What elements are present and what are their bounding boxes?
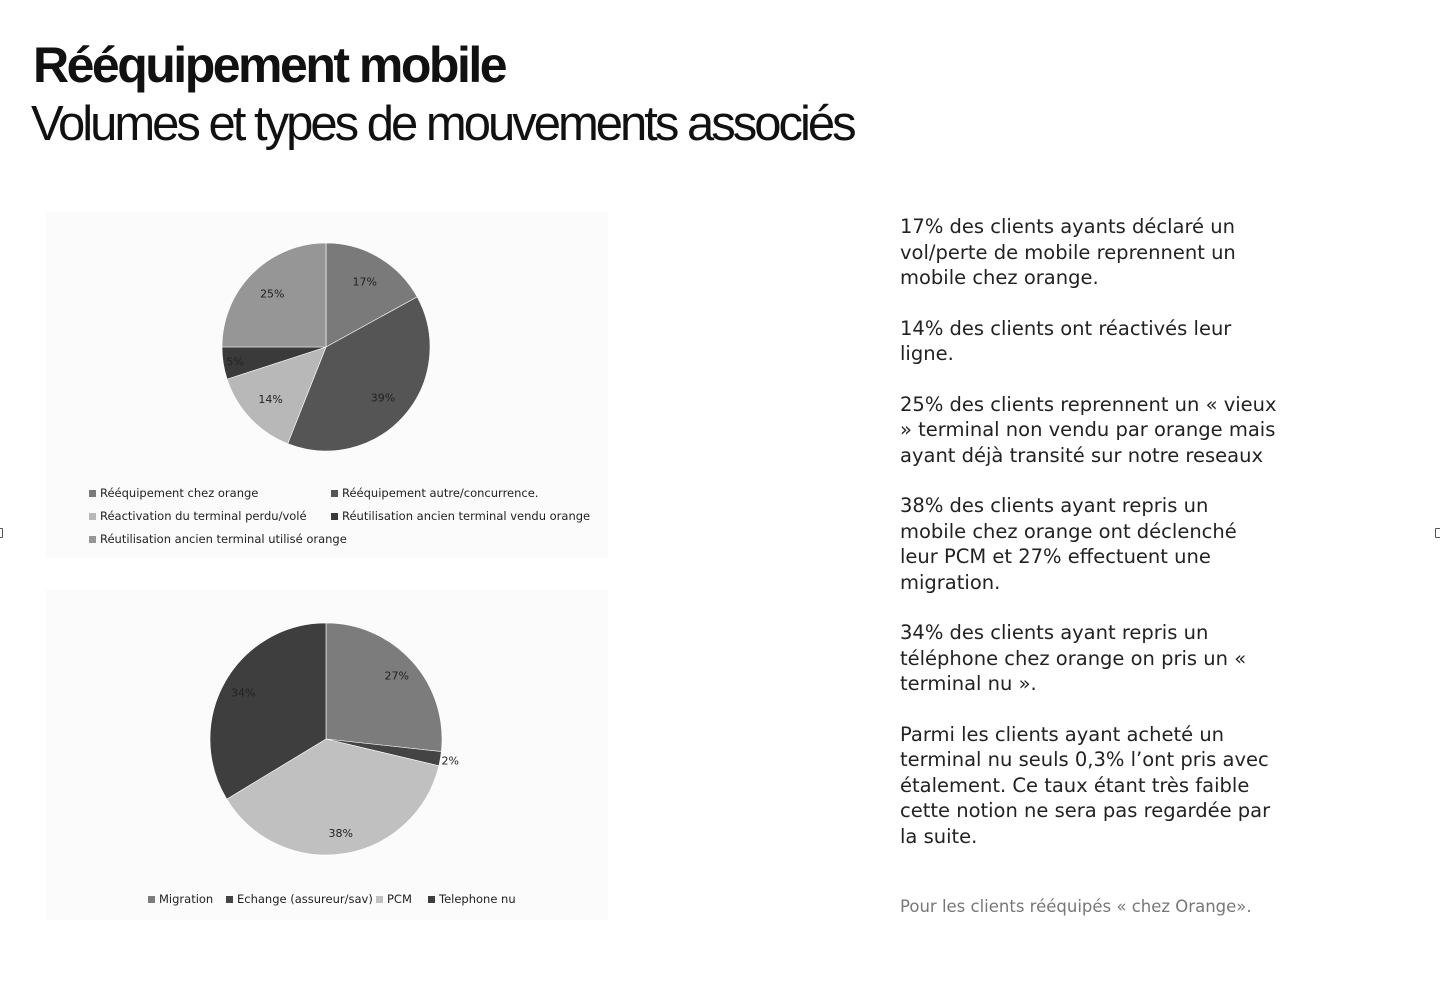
pie-data-label-2-2: 38% xyxy=(328,826,353,840)
legend-label-1-4: Réutilisation ancien terminal utilisé orange xyxy=(100,532,347,546)
commentary-text xyxy=(900,214,1280,874)
pie-chart-mouvements xyxy=(46,590,608,920)
pie-slice-2-0 xyxy=(326,623,442,752)
scope-note: Pour les clients rééquipés « chez Orange». xyxy=(900,897,1252,916)
pie-data-label-1-3: 5% xyxy=(226,355,244,369)
edge-handle-left xyxy=(0,528,3,538)
legend-label-1-0: Rééquipement chez orange xyxy=(100,486,259,500)
pie-chart-reequipement-svg xyxy=(46,212,608,558)
commentary-paragraph: 25% des clients reprennent un « vieux » terminal non vendu par orange mais ayant déjà transité sur notre reseaux xyxy=(900,392,1277,467)
page-subtitle: Volumes et types de mouvements associés xyxy=(31,97,854,151)
page-title: Rééquipement mobile xyxy=(33,37,506,93)
legend-label-2-2: PCM xyxy=(387,892,412,906)
pie-chart-reequipement xyxy=(46,212,608,558)
legend-label-2-3: Telephone nu xyxy=(439,892,516,906)
legend-swatch-2-1 xyxy=(226,896,233,903)
legend-label-2-1: Echange (assureur/sav) xyxy=(237,892,373,906)
pie-data-label-2-1: 2% xyxy=(441,754,459,768)
pie-data-label-1-0: 17% xyxy=(352,275,377,289)
commentary-paragraph: 38% des clients ayant repris un mobile chez orange ont déclenché leur PCM et 27% effectuent une migration. xyxy=(900,494,1237,594)
legend-swatch-1-2 xyxy=(89,513,96,520)
pie-data-label-1-1: 39% xyxy=(370,391,396,405)
commentary-paragraph: 34% des clients ayant repris un téléphone chez orange on pris un « terminal nu ». xyxy=(900,621,1247,695)
legend-swatch-2-3 xyxy=(428,896,435,903)
legend-swatch-1-0 xyxy=(89,490,96,497)
legend-swatch-1-4 xyxy=(89,536,96,543)
pie-chart-mouvements-svg xyxy=(46,590,608,920)
commentary-paragraph: 17% des clients ayants déclaré un vol/perte de mobile reprennent un mobile chez orange. xyxy=(900,215,1236,289)
legend-label-1-1: Rééquipement autre/concurrence. xyxy=(342,486,539,500)
legend-swatch-1-3 xyxy=(331,513,338,520)
edge-handle-right xyxy=(1435,528,1440,538)
legend-label-1-3: Réutilisation ancien terminal vendu orange xyxy=(342,509,591,523)
pie-data-label-1-4: 25% xyxy=(260,287,285,301)
legend-swatch-1-1 xyxy=(331,490,338,497)
legend-label-1-2: Réactivation du terminal perdu/volé xyxy=(100,509,307,523)
commentary-paragraph: Parmi les clients ayant acheté un terminal nu seuls 0,3% l’ont pris avec étalement. Ce taux étant très faible cette notion ne sera pas regardée par la suite. xyxy=(900,722,1271,848)
commentary-paragraph: 14% des clients ont réactivés leur ligne. xyxy=(900,316,1232,365)
pie-data-label-1-2: 14% xyxy=(258,393,283,406)
legend-label-2-0: Migration xyxy=(159,892,214,906)
legend-swatch-2-2 xyxy=(376,896,383,903)
pie-data-label-2-0: 27% xyxy=(384,669,409,683)
pie-data-label-2-3: 34% xyxy=(230,686,256,700)
legend-swatch-2-0 xyxy=(148,896,155,903)
